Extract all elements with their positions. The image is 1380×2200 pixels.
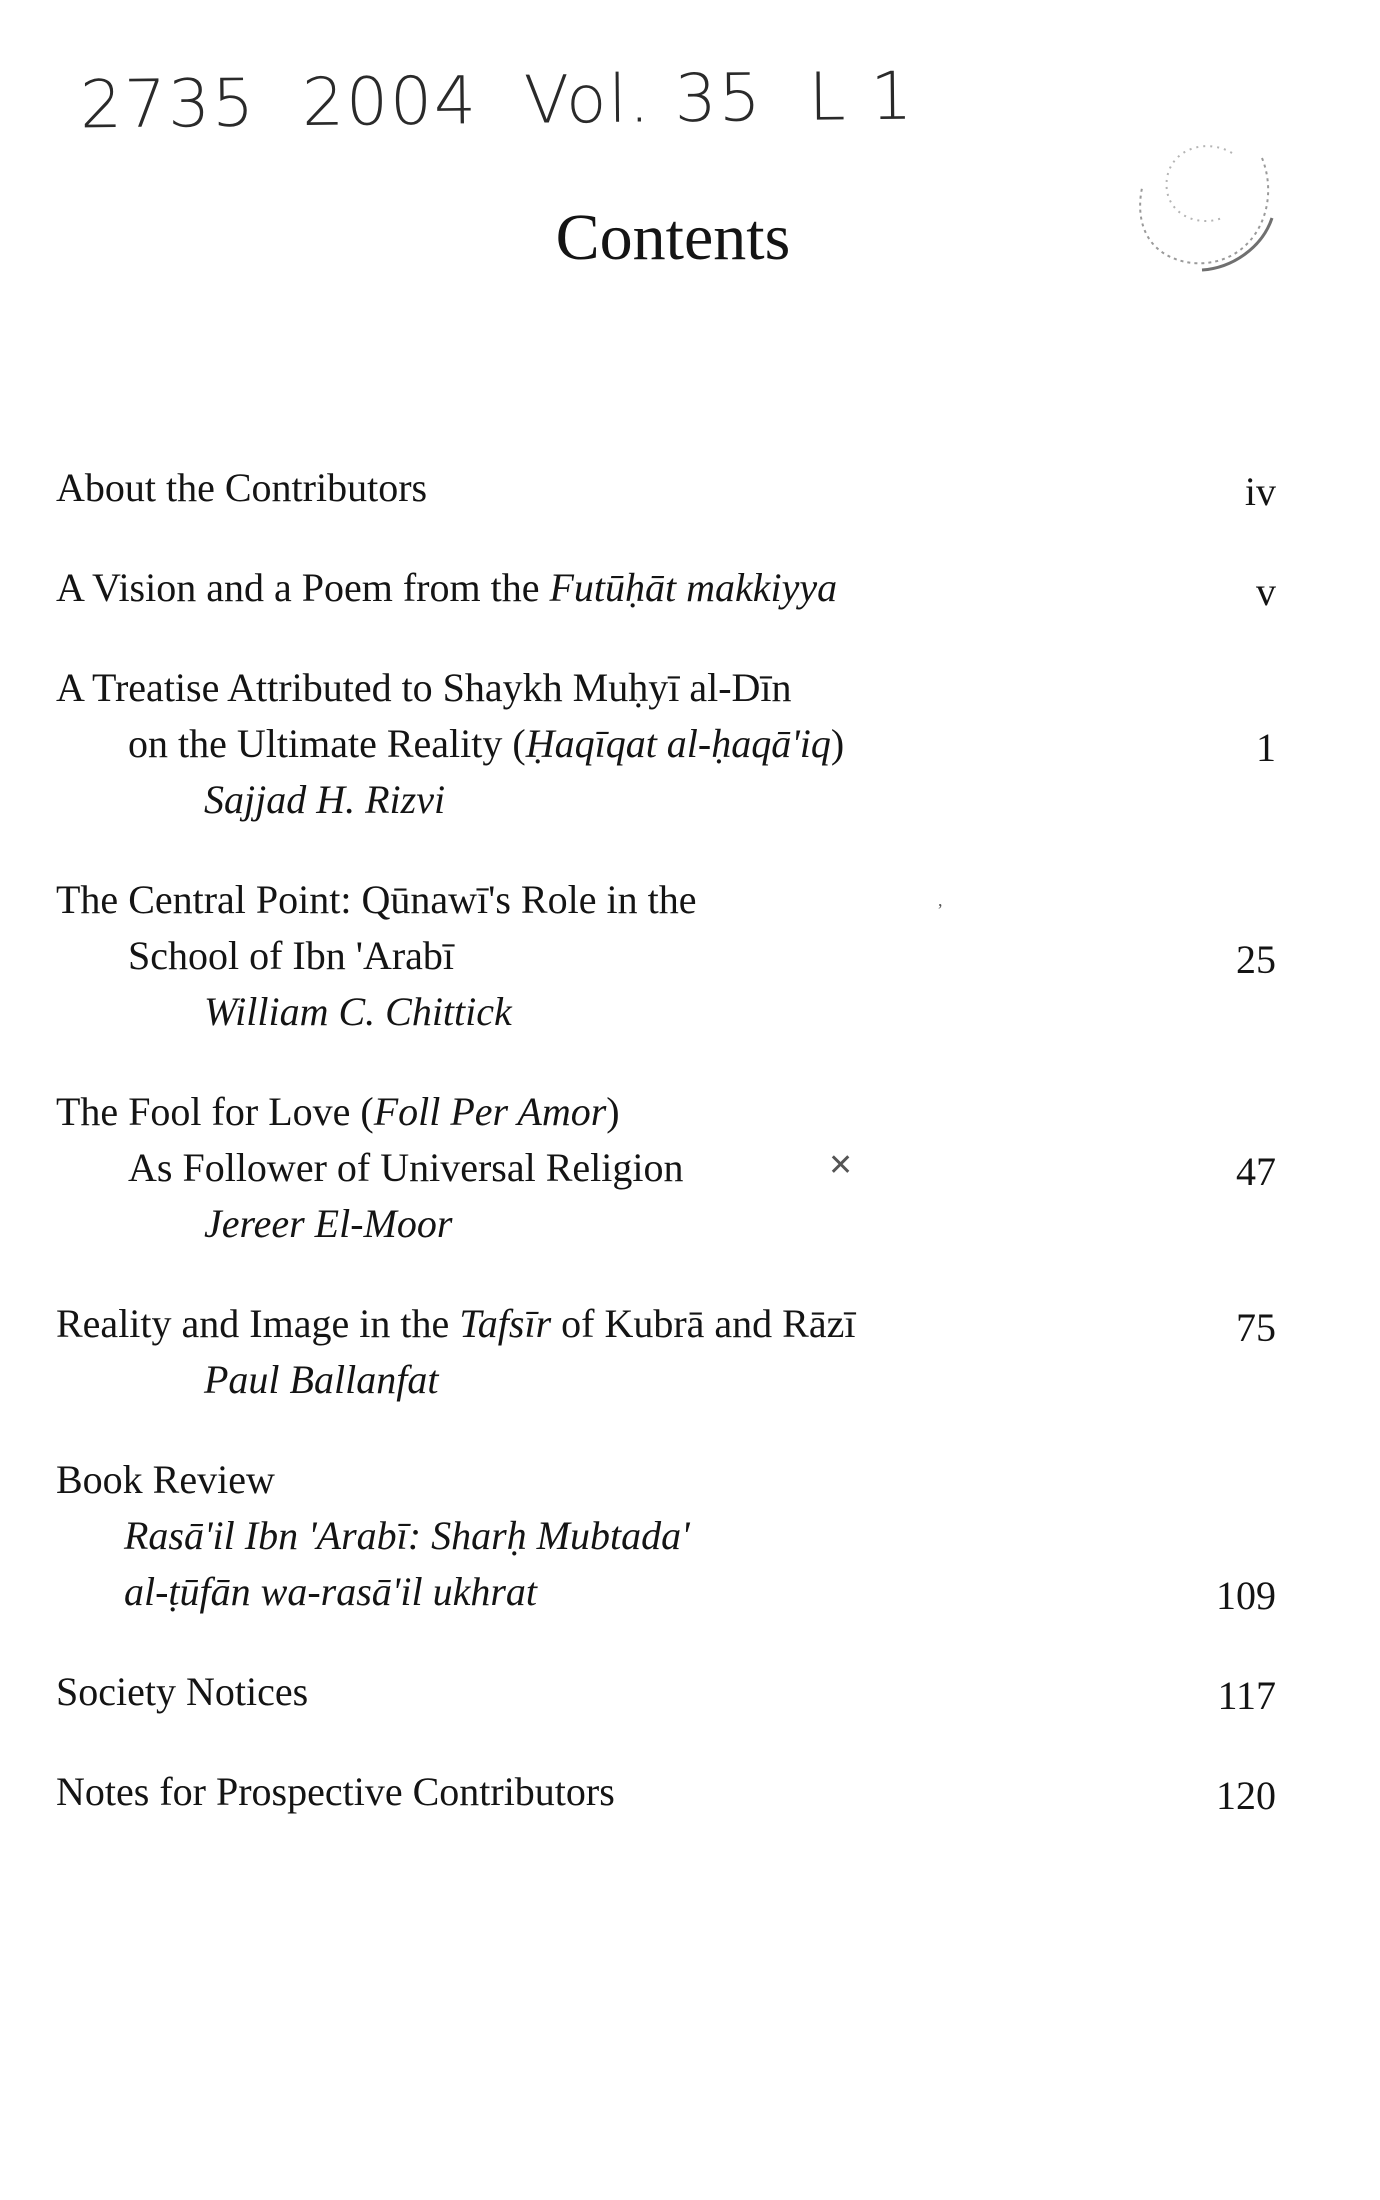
toc-entry-central-point (56, 872, 1276, 1040)
toc-entry-fool-for-love (56, 1084, 1276, 1252)
toc-entry-title (56, 1084, 1276, 1140)
toc-entry-review-title-continued: al-ṭūfān wa-rasā'il ukhrat (124, 1569, 538, 1614)
toc-entry-reality-image (56, 1296, 1276, 1408)
toc-title-text: The Fool for Love ( (56, 1089, 374, 1134)
toc-page-number: 47 (1236, 1149, 1276, 1194)
handwritten-volume: Vol. 35 (523, 59, 764, 139)
toc-entry-author: Jereer El-Moor (204, 1201, 453, 1246)
toc-entry-review-title: Rasā'il Ibn 'Arabī: Sharḥ Mubtada' (124, 1513, 690, 1558)
toc-title-text: A Vision and a Poem from the (56, 565, 550, 610)
toc-entry-title-continued: As Follower of Universal Religion (128, 1145, 684, 1190)
toc-entry-author: William C. Chittick (204, 989, 512, 1034)
toc-entry-title: Society Notices (56, 1669, 309, 1714)
toc-title-text: of Kubrā and Rāzī (551, 1301, 856, 1346)
toc-page-number: 25 (1236, 937, 1276, 982)
handwritten-accession-number: 2735 (79, 64, 257, 144)
toc-page-number: iv (1244, 469, 1276, 514)
toc-entry-author: Sajjad H. Rizvi (204, 777, 446, 822)
toc-title-text: ) (606, 1089, 620, 1134)
toc-entry-title: Notes for Prospective Contributors (56, 1769, 615, 1814)
toc-entry-title: About the Contributors (56, 465, 428, 510)
toc-entry-treatise (56, 660, 1276, 828)
toc-entry-title: A Treatise Attributed to Shaykh Muḥyī al-Dīn (56, 665, 792, 710)
toc-page-number: 109 (1216, 1573, 1276, 1618)
toc-title-italic: Tafsīr (459, 1301, 552, 1346)
toc-page-number: 75 (1236, 1305, 1276, 1350)
toc-entry-title-continued: School of Ibn 'Arabī (128, 933, 455, 978)
scan-speck-mark: , (938, 890, 943, 910)
toc-entry-title (56, 560, 1276, 616)
toc-entry-title (56, 1296, 1276, 1352)
page-title: Contents (555, 201, 791, 274)
toc-title-text: ) (830, 721, 845, 766)
toc-entry-title: Book Review (56, 1457, 275, 1502)
toc-title-italic: Futūḥāt makkiyya (549, 565, 838, 610)
toc-page-number: 1 (1256, 725, 1276, 770)
handwritten-shelf-mark: L 1 (808, 57, 915, 136)
toc-title-text: on the Ultimate Reality ( (128, 721, 526, 766)
toc-title-italic: Foll Per Amor (373, 1089, 607, 1134)
table-of-contents (0, 440, 1380, 1900)
handwritten-year: 2004 (301, 62, 479, 142)
toc-page-number: 117 (1217, 1673, 1276, 1718)
toc-title-italic: Ḥaqīqat al-ḥaqā'iq (525, 721, 831, 766)
toc-entry-vision-poem (56, 560, 1276, 616)
toc-entry-title: The Central Point: Qūnawī's Role in the (56, 877, 697, 922)
toc-entry-society-notices (56, 1664, 1276, 1720)
scan-speck-mark: ✕ (828, 1149, 854, 1182)
toc-entry-notes-contributors (56, 1764, 1276, 1820)
handwritten-catalog-note (80, 58, 915, 144)
toc-entry-book-review (56, 1452, 1276, 1620)
toc-entry-about-contributors (56, 460, 1276, 516)
toc-entry-title-continued (56, 716, 1276, 772)
toc-page-number: 120 (1216, 1773, 1276, 1818)
toc-title-text: Reality and Image in the (56, 1301, 460, 1346)
toc-entry-author: Paul Ballanfat (204, 1357, 439, 1402)
toc-page-number: v (1256, 569, 1276, 614)
